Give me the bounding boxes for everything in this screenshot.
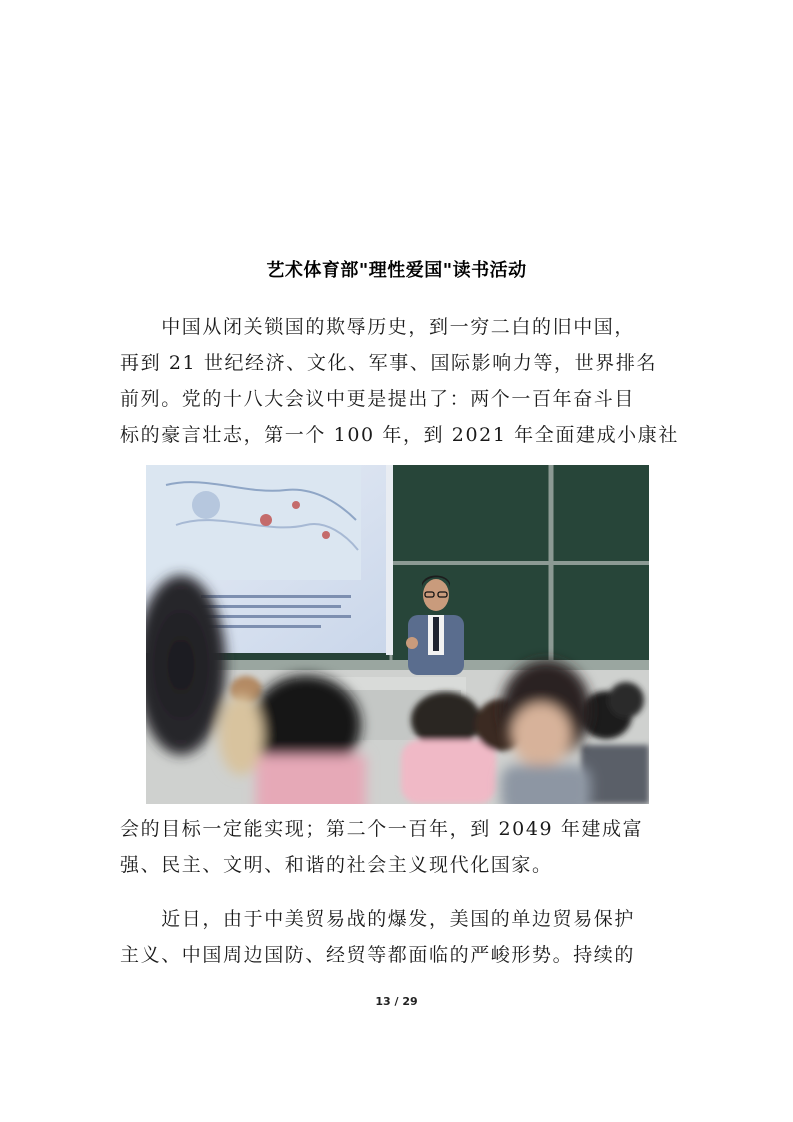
classroom-photo-illustration [146,465,649,804]
page-number: 13 / 29 [375,995,418,1008]
paragraph-2 [120,811,680,883]
paragraph-1 [120,309,680,453]
text-line: 强、民主、文明、和谐的社会主义现代化国家。 [120,854,553,876]
text-line: 近日，由于中美贸易战的爆发，美国的单边贸易保护 [120,908,636,930]
text-line: 再到 21 世纪经济、文化、军事、国际影响力等，世界排名 [120,352,658,374]
document-title: 艺术体育部"理性爱国"读书活动 [266,260,527,281]
text-line: 标的豪言壮志，第一个 100 年，到 2021 年全面建成小康社 [120,424,679,446]
text-line: 会的目标一定能实现；第二个一百年，到 2049 年建成富 [120,818,644,840]
text-line: 主义、中国周边国防、经贸等都面临的严峻形势。持续的 [120,944,636,966]
text-line: 前列。党的十八大会议中更是提出了：两个一百年奋斗目 [120,388,636,410]
paragraph-3 [120,901,680,973]
classroom-photo [146,465,649,804]
text-line: 中国从闭关锁国的欺辱历史，到一穷二白的旧中国， [120,316,636,338]
